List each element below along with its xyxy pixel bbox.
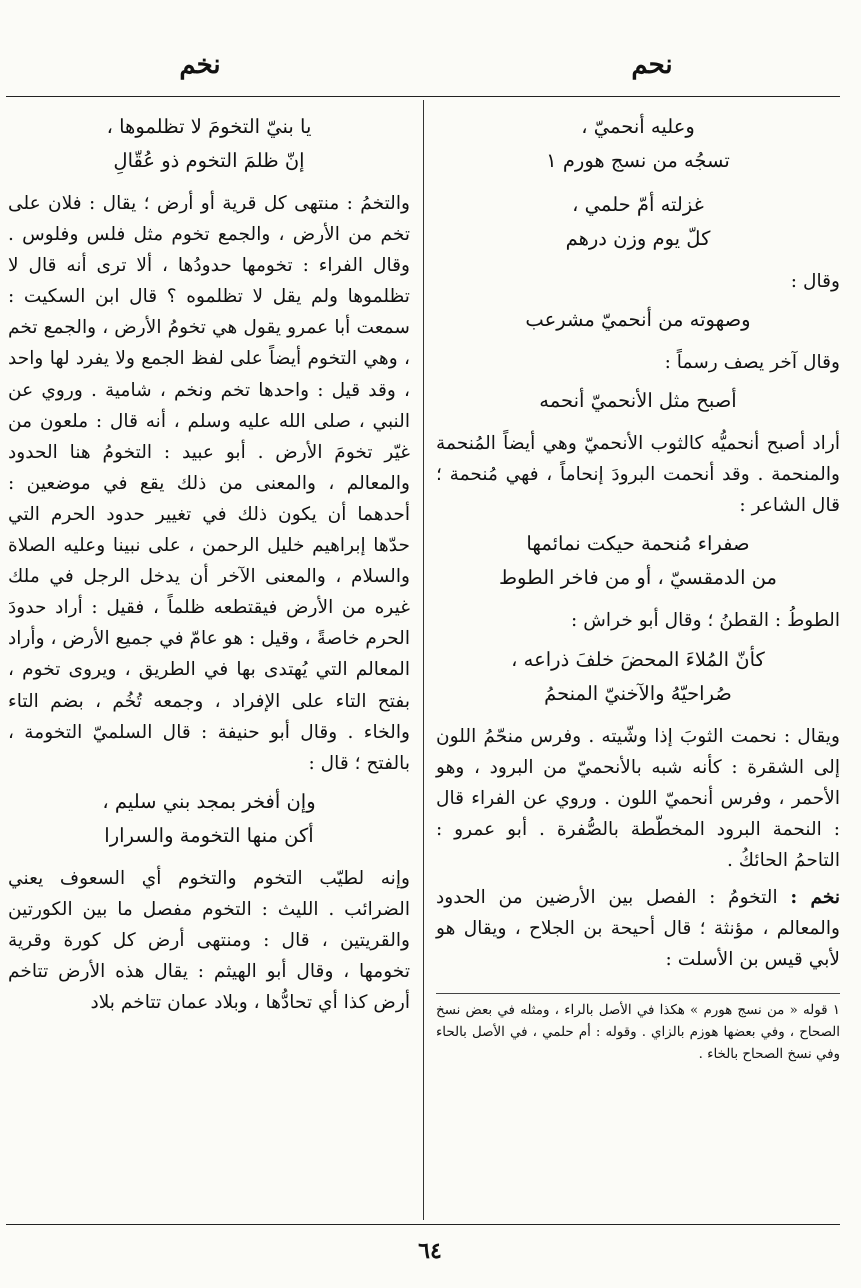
top-rule: [6, 96, 840, 97]
footnote: ١ قوله « من نسج هورم » هكذا في الأصل بالراء ، ومثله في بعض نسخ الصحاح ، وفي بعضها هوزم بالزاي . وقوله : أم حلمي ، في الأصل بالحاء وفي نسخ الصحاح بالخاء .: [436, 1003, 840, 1063]
paragraph: وقال آخر يصف رسماً :: [664, 352, 840, 374]
verse-block: [436, 110, 840, 178]
paragraph: وإنه لطيّب التخوم والتخوم أي السعوف يعني الضرائب . الليث : التخوم مفصل ما بين الكورتين والقريتين ، قال : ومنتهى أرض كل كورة وقرية تخومها ، وقال أبو الهيثم : يقال هذه الأرض تتاخم أرض كذا أي تحادُّها ، وبلاد عمان تتاخم بلاد: [8, 867, 410, 1014]
verse-block: [436, 188, 840, 256]
verse-line: إنّ ظلمَ التخوم ذو عُقّالِ: [113, 149, 305, 172]
paragraph: والتخمُ : منتهى كل قرية أو أرض ؛ يقال : فلان على تخم من الأرض ، والجمع تخوم مثل فلس وفلوس . وقال الفراء : تخومها حدودُها ، ألا ترى أنه قال لا تظلموها ولم يقل لا تظلموه ؟ قال ابن السكيت : سمعت أبا عمرو يقول هي تخومُ الأرض ، والجمع تخم ، وهي التخوم أيضاً على لفظ الجمع ولا يفرد لها واحد ، وقد قيل : واحدها تخم ونخم ، شامية . وروي عن النبي ، صلى الله عليه وسلم ، أنه قال : ملعون من غيّر تخومَ الأرض . أبو عبيد : التخومُ هنا الحدود والمعالم ، والمعنى من ذلك يقع في موضعين : أحدهما أن يكون ذلك في تغيير حدود الحرم التي حدّها إبراهيم خليل الرحمن ، على نبينا وعليه الصلاة والسلام ، والمعنى الآخر أن يدخل الرجل في ملك غيره من الأرض فيقتطعه ظلماً ، فقيل : أراد حدودَ الحرم خاصةً ، وقيل : هو عامّ في جميع الأرض ، وأراد المعالم التي يُهتدى بها في الطريق ، ويروى تخوم ، بفتح التاء على الإفراد ، وجمعه تُخُم ، بضم التاء والخاء . وقال أبو حنيفة : قال السلميّ التخومة ، بالفتح ؛ قال :: [8, 193, 410, 774]
verse-line: غزلته أمّ حلمي ،: [572, 193, 704, 216]
left-column: [8, 104, 410, 1024]
verse-line: أكن منها التخومة والسرارا: [104, 823, 314, 847]
verse-line: يا بنيّ التخومَ لا تظلموها ،: [106, 115, 312, 138]
paragraph: ويقال : نحمت الثوبَ إذا وشّيته . وفرس منحّمُ اللون إلى الشقرة : كأنه شبه بالأنحميّ من البرود ، وهو الأحمر ، وفرس أنحميّ اللون . وروي عن الفراء قال : النحمة البرود المخطّطة بالصُّفرة . أبو عمرو : التاحمُ الحائكُ .: [436, 725, 840, 871]
verse-line: تسجُه من نسج هورم ١: [546, 149, 730, 172]
right-column: [436, 104, 840, 1072]
verse-line: صُراحيّهُ والآخنيّ المنحمُ: [544, 681, 732, 705]
bottom-rule: [6, 1224, 840, 1225]
running-head-right: نحم: [631, 50, 673, 80]
verse-block: [8, 110, 410, 178]
entry-text: التخومُ : الفصل بين الأرضين من الحدود والمعالم ، مؤنثة ؛ قال أحيحة بن الجلاح ، ويقال هو لأبي قيس بن الأسلت :: [436, 887, 840, 971]
verse-line: وعليه أنحميّ ،: [581, 115, 695, 138]
running-head-left: نخم: [179, 50, 221, 80]
verse-block: [436, 643, 840, 711]
verse-block: [8, 785, 410, 853]
entry-headword: نخم :: [790, 887, 840, 909]
entry-paragraph: [436, 882, 840, 975]
verse-line: كلّ يوم وزن درهم: [565, 227, 711, 250]
verse-line: كأنّ المُلاءَ المحضَ خلفَ ذراعه ،: [511, 647, 765, 671]
footnote-rule: [436, 993, 840, 994]
verse-line: وإن أفخر بمجد بني سليم ،: [102, 789, 316, 813]
verse-line: أصبح مثل الأنحميّ أنحمه: [539, 389, 737, 413]
verse-block: [436, 384, 840, 418]
column-divider: [423, 100, 424, 1220]
verse-block: [436, 527, 840, 595]
verse-line: وصهوته من أنحميّ مشرعب: [525, 308, 751, 332]
paragraph: وقال :: [790, 271, 840, 292]
paragraph: أراد أصبح أنحميُّه كالثوب الأنحميّ وهي أيضاً المُنحمة والمنحمة . وقد أنحمت البرودَ إنحاماً ، فهي مُنحمة ؛ قال الشاعر :: [436, 433, 840, 517]
verse-line: صفراء مُنحمة حيكت نمائمها: [526, 532, 750, 556]
verse-line: من الدمقسيّ ، أو من فاخر الطوط: [499, 566, 777, 590]
paragraph: الطوطُ : القطنُ ؛ وقال أبو خراش :: [571, 610, 840, 632]
verse-block: [436, 303, 840, 337]
page-number: ٦٤: [418, 1238, 442, 1264]
